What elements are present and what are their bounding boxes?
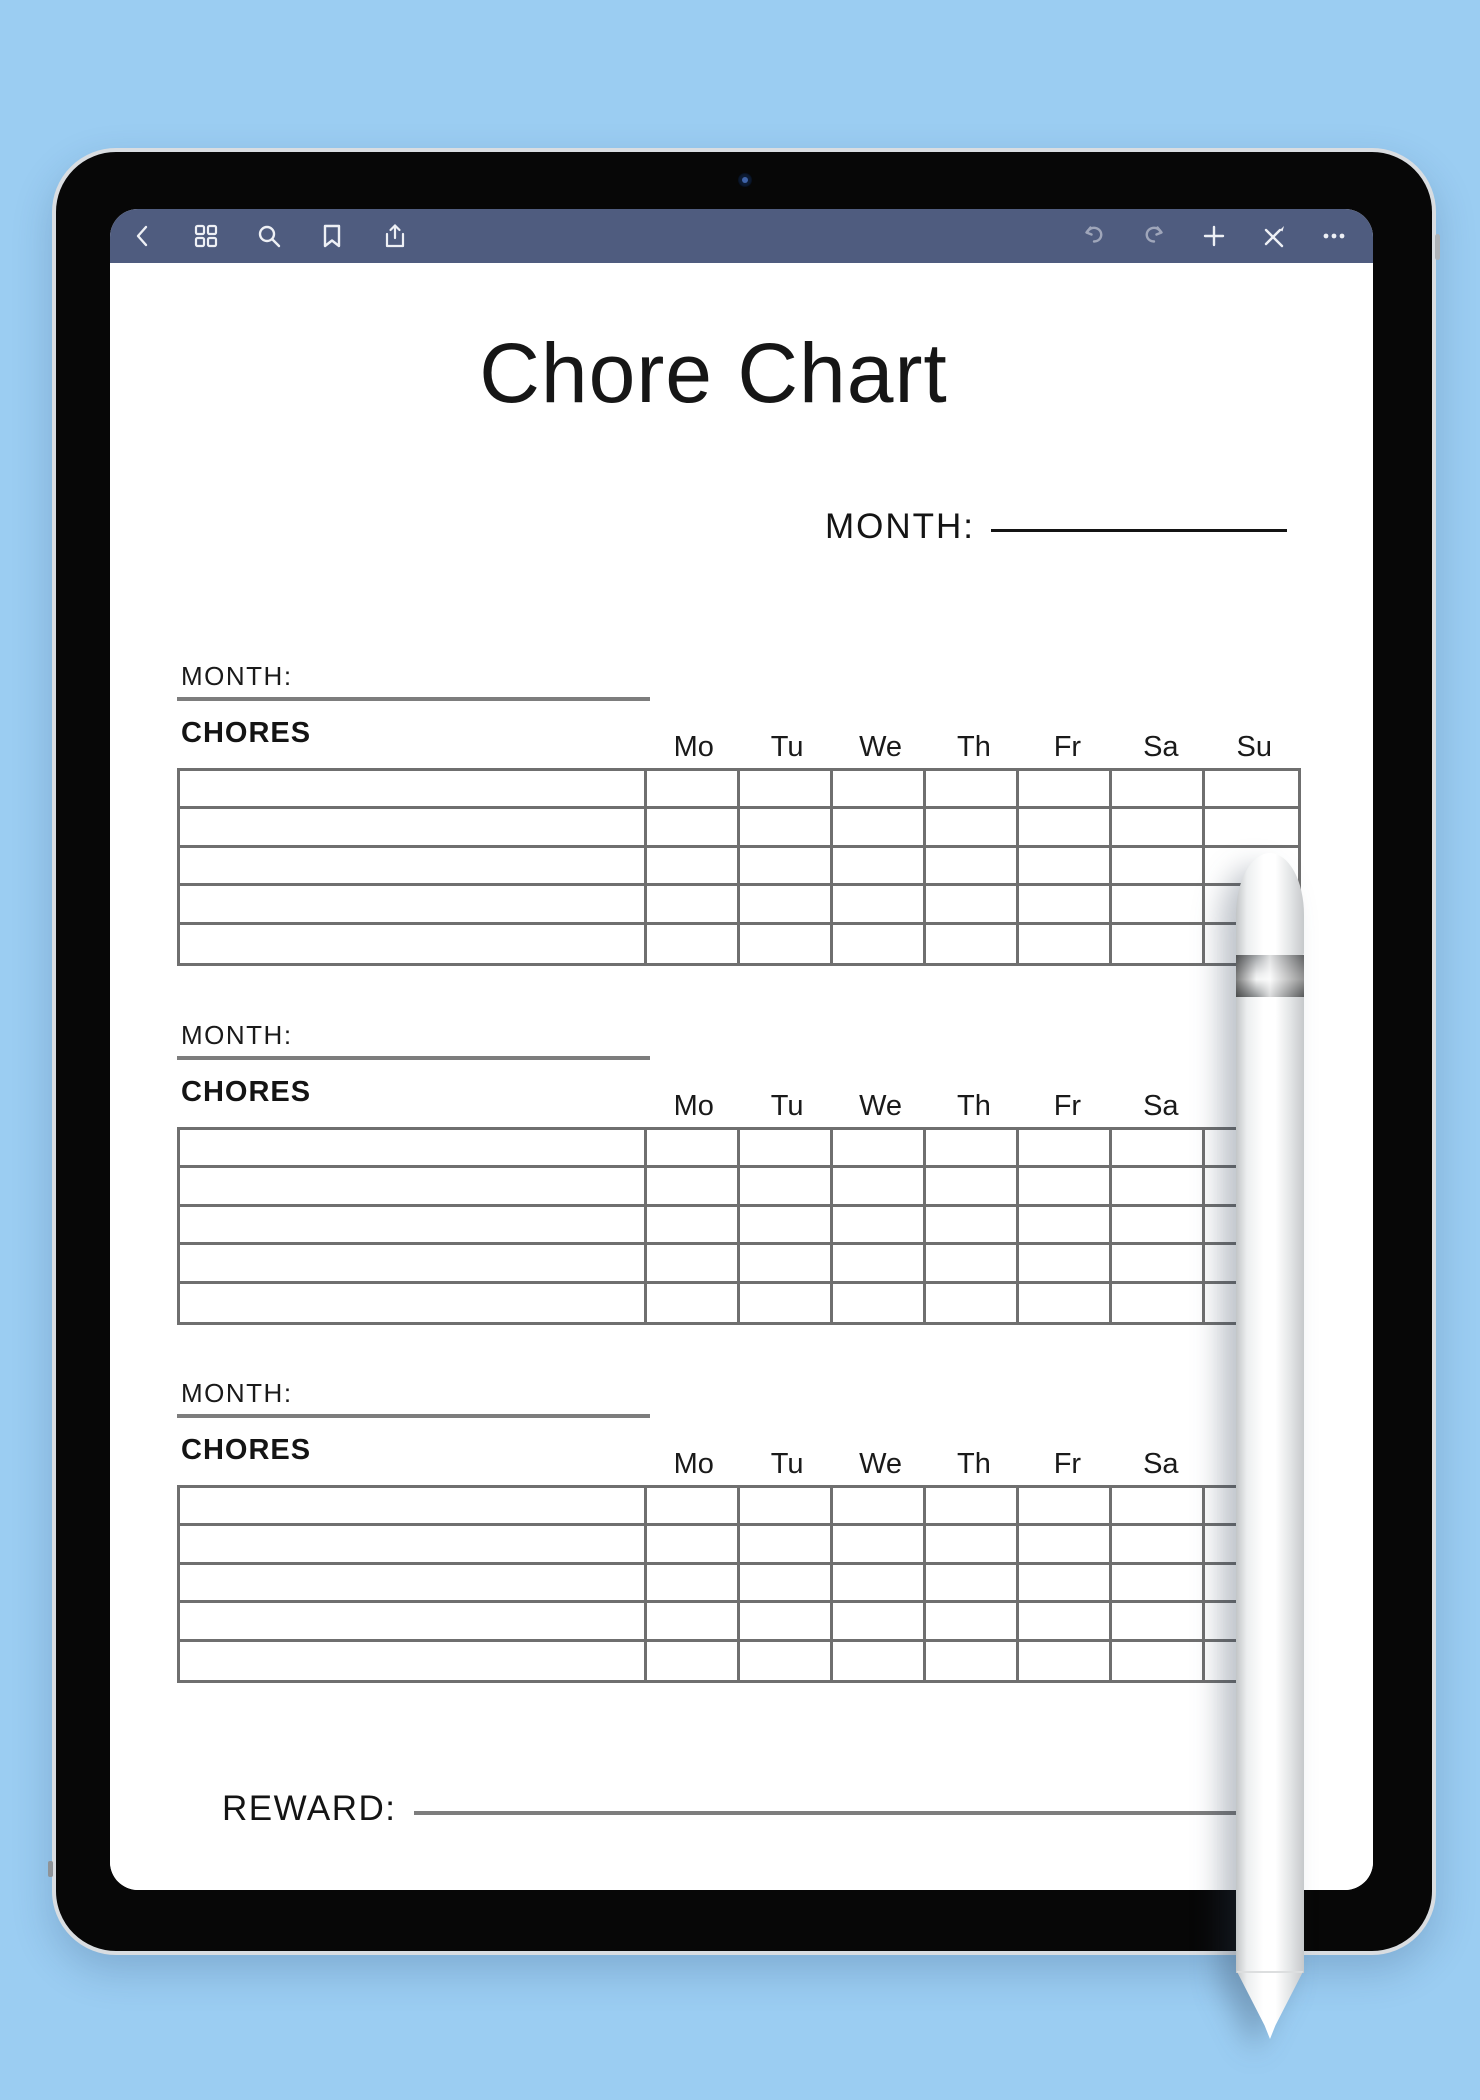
day-check-cell[interactable] xyxy=(647,771,740,809)
day-check-cell[interactable] xyxy=(740,1565,833,1603)
day-check-cell[interactable] xyxy=(1019,925,1112,963)
day-check-cell[interactable] xyxy=(647,1488,740,1526)
day-check-cell[interactable] xyxy=(1019,1168,1112,1206)
day-header: We xyxy=(859,1448,903,1480)
day-check-cell[interactable] xyxy=(926,1207,1019,1245)
day-header: Tu xyxy=(770,1448,804,1480)
chore-name-cell[interactable] xyxy=(180,1284,647,1322)
day-check-cell[interactable] xyxy=(926,1526,1019,1564)
toolbar-left-group xyxy=(110,223,408,249)
day-check-cell[interactable] xyxy=(833,1603,926,1641)
chore-name-cell[interactable] xyxy=(180,848,647,886)
page-title: Chore Chart xyxy=(479,326,948,420)
stylus-pencil xyxy=(1236,853,1304,2039)
day-check-cell[interactable] xyxy=(1019,1245,1112,1283)
chore-grid xyxy=(177,768,1301,966)
chore-name-cell[interactable] xyxy=(180,1565,647,1603)
day-check-cell[interactable] xyxy=(1019,1207,1112,1245)
day-check-cell[interactable] xyxy=(1112,1130,1205,1168)
chore-name-cell[interactable] xyxy=(180,1642,647,1680)
day-check-cell[interactable] xyxy=(1112,1245,1205,1283)
chore-name-cell[interactable] xyxy=(180,886,647,924)
day-check-cell[interactable] xyxy=(1112,1565,1205,1603)
day-header-row xyxy=(647,1448,1301,1480)
day-check-cell[interactable] xyxy=(1112,925,1205,963)
antenna-band xyxy=(48,1861,53,1877)
day-check-cell[interactable] xyxy=(1112,1168,1205,1206)
day-check-cell[interactable] xyxy=(833,1642,926,1680)
chore-name-cell[interactable] xyxy=(180,1130,647,1168)
day-check-cell[interactable] xyxy=(647,1565,740,1603)
day-check-cell[interactable] xyxy=(1019,1130,1112,1168)
day-header: Fr xyxy=(1053,1090,1082,1122)
day-check-cell[interactable] xyxy=(1019,1284,1112,1322)
app-screen xyxy=(110,209,1373,1890)
day-check-cell[interactable] xyxy=(647,848,740,886)
day-check-cell[interactable] xyxy=(740,1284,833,1322)
day-check-cell[interactable] xyxy=(647,925,740,963)
day-header: Th xyxy=(957,731,991,763)
day-check-cell[interactable] xyxy=(740,1168,833,1206)
day-check-cell[interactable] xyxy=(926,848,1019,886)
day-check-cell[interactable] xyxy=(740,886,833,924)
day-check-cell[interactable] xyxy=(1019,848,1112,886)
top-month-fill-line[interactable] xyxy=(991,529,1287,532)
day-header: Th xyxy=(957,1090,991,1122)
day-header: Mo xyxy=(673,1448,714,1480)
chore-name-cell[interactable] xyxy=(180,771,647,809)
chore-grid xyxy=(177,1485,1301,1683)
day-header: Su xyxy=(1236,731,1272,763)
day-check-cell[interactable] xyxy=(833,1207,926,1245)
pages-grid-icon[interactable] xyxy=(193,223,219,249)
section-month-fill-line[interactable] xyxy=(177,697,650,701)
day-check-cell[interactable] xyxy=(926,771,1019,809)
day-check-cell[interactable] xyxy=(1112,1642,1205,1680)
day-check-cell[interactable] xyxy=(926,1245,1019,1283)
chores-header: CHORES xyxy=(181,1076,312,1108)
day-header-row xyxy=(647,731,1301,763)
toolbar-right-group xyxy=(1081,223,1373,249)
day-check-cell[interactable] xyxy=(740,809,833,847)
day-check-cell[interactable] xyxy=(740,1245,833,1283)
day-check-cell[interactable] xyxy=(1019,1642,1112,1680)
day-check-cell[interactable] xyxy=(926,1168,1019,1206)
day-check-cell[interactable] xyxy=(833,848,926,886)
day-header: Sa xyxy=(1143,731,1179,763)
day-check-cell[interactable] xyxy=(647,1168,740,1206)
day-header: Sa xyxy=(1143,1090,1179,1122)
day-check-cell[interactable] xyxy=(647,1207,740,1245)
share-icon[interactable] xyxy=(382,223,408,249)
top-month-field xyxy=(825,507,1287,547)
pencil-tip xyxy=(1236,1971,1304,2039)
day-check-cell[interactable] xyxy=(647,1603,740,1641)
tablet-frame xyxy=(52,148,1436,1955)
day-check-cell[interactable] xyxy=(1019,886,1112,924)
top-month-label: MONTH: xyxy=(825,507,976,546)
day-check-cell[interactable] xyxy=(833,1168,926,1206)
day-check-cell[interactable] xyxy=(833,1488,926,1526)
search-icon[interactable] xyxy=(256,223,282,249)
chore-name-cell[interactable] xyxy=(180,809,647,847)
front-camera xyxy=(738,173,752,187)
day-header: Fr xyxy=(1053,1448,1082,1480)
section-month-label: MONTH: xyxy=(181,1020,293,1050)
day-check-cell[interactable] xyxy=(740,1526,833,1564)
day-check-cell[interactable] xyxy=(833,809,926,847)
day-check-cell[interactable] xyxy=(1205,809,1298,847)
pencil-body xyxy=(1236,997,1304,1973)
chore-name-cell[interactable] xyxy=(180,1526,647,1564)
day-check-cell[interactable] xyxy=(740,848,833,886)
chore-name-cell[interactable] xyxy=(180,1207,647,1245)
day-check-cell[interactable] xyxy=(1112,1284,1205,1322)
day-check-cell[interactable] xyxy=(833,1284,926,1322)
day-check-cell[interactable] xyxy=(740,771,833,809)
day-header-row xyxy=(647,1090,1301,1122)
day-check-cell[interactable] xyxy=(833,886,926,924)
day-check-cell[interactable] xyxy=(833,925,926,963)
day-check-cell[interactable] xyxy=(1112,848,1205,886)
day-check-cell[interactable] xyxy=(1019,1526,1112,1564)
pen-close-icon[interactable] xyxy=(1261,223,1287,249)
day-check-cell[interactable] xyxy=(1112,1488,1205,1526)
day-header: Sa xyxy=(1143,1448,1179,1480)
day-check-cell[interactable] xyxy=(833,1245,926,1283)
chore-section-3 xyxy=(177,1378,1301,1684)
day-header: Th xyxy=(957,1448,991,1480)
section-month-fill-line[interactable] xyxy=(177,1056,650,1060)
day-check-cell[interactable] xyxy=(833,1565,926,1603)
chore-name-cell[interactable] xyxy=(180,925,647,963)
pencil-cap xyxy=(1236,853,1304,957)
day-check-cell[interactable] xyxy=(740,1207,833,1245)
day-header: Fr xyxy=(1053,731,1082,763)
day-check-cell[interactable] xyxy=(740,925,833,963)
chore-name-cell[interactable] xyxy=(180,1245,647,1283)
chore-name-cell[interactable] xyxy=(180,1603,647,1641)
day-check-cell[interactable] xyxy=(926,1642,1019,1680)
chore-name-cell[interactable] xyxy=(180,1488,647,1526)
day-check-cell[interactable] xyxy=(1112,1207,1205,1245)
day-check-cell[interactable] xyxy=(1205,771,1298,809)
app-toolbar xyxy=(110,209,1373,263)
day-check-cell[interactable] xyxy=(1112,771,1205,809)
day-header: We xyxy=(859,1090,903,1122)
day-check-cell[interactable] xyxy=(833,1526,926,1564)
back-icon[interactable] xyxy=(130,223,156,249)
day-check-cell[interactable] xyxy=(926,1565,1019,1603)
day-check-cell[interactable] xyxy=(926,1488,1019,1526)
day-check-cell[interactable] xyxy=(647,886,740,924)
chore-section-1 xyxy=(177,661,1301,967)
bookmark-icon[interactable] xyxy=(319,223,345,249)
day-check-cell[interactable] xyxy=(740,1603,833,1641)
pencil-silver-ring xyxy=(1236,955,1304,997)
reward-fill-line[interactable] xyxy=(414,1811,1250,1815)
day-check-cell[interactable] xyxy=(833,771,926,809)
chore-section-2 xyxy=(177,1020,1301,1326)
day-check-cell[interactable] xyxy=(647,809,740,847)
day-check-cell[interactable] xyxy=(647,1284,740,1322)
chores-header: CHORES xyxy=(181,717,312,749)
day-check-cell[interactable] xyxy=(926,1603,1019,1641)
day-check-cell[interactable] xyxy=(926,809,1019,847)
day-check-cell[interactable] xyxy=(926,1284,1019,1322)
day-check-cell[interactable] xyxy=(1019,1565,1112,1603)
chore-grid xyxy=(177,1127,1301,1325)
day-check-cell[interactable] xyxy=(740,1130,833,1168)
reward-field xyxy=(222,1789,1250,1829)
day-check-cell[interactable] xyxy=(926,886,1019,924)
day-check-cell[interactable] xyxy=(647,1130,740,1168)
day-header: Tu xyxy=(770,1090,804,1122)
day-check-cell[interactable] xyxy=(1112,1526,1205,1564)
day-check-cell[interactable] xyxy=(1112,1603,1205,1641)
more-icon[interactable] xyxy=(1321,223,1347,249)
day-check-cell[interactable] xyxy=(1019,809,1112,847)
day-check-cell[interactable] xyxy=(1112,886,1205,924)
day-header: We xyxy=(859,731,903,763)
section-month-label: MONTH: xyxy=(181,1378,293,1408)
day-header: Mo xyxy=(673,1090,714,1122)
day-check-cell[interactable] xyxy=(740,1488,833,1526)
day-header: Mo xyxy=(673,731,714,763)
day-check-cell[interactable] xyxy=(833,1130,926,1168)
side-button xyxy=(1435,234,1440,260)
day-check-cell[interactable] xyxy=(1112,809,1205,847)
chore-chart-page xyxy=(110,263,1373,1890)
reward-label: REWARD: xyxy=(222,1789,397,1828)
day-check-cell[interactable] xyxy=(740,1642,833,1680)
day-check-cell[interactable] xyxy=(1019,1488,1112,1526)
day-check-cell[interactable] xyxy=(647,1526,740,1564)
add-icon[interactable] xyxy=(1201,223,1227,249)
day-check-cell[interactable] xyxy=(647,1642,740,1680)
section-month-fill-line[interactable] xyxy=(177,1414,650,1418)
day-check-cell[interactable] xyxy=(1019,771,1112,809)
redo-icon[interactable] xyxy=(1141,223,1167,249)
section-month-label: MONTH: xyxy=(181,661,293,691)
day-header: Tu xyxy=(770,731,804,763)
day-check-cell[interactable] xyxy=(1019,1603,1112,1641)
day-check-cell[interactable] xyxy=(926,1130,1019,1168)
undo-icon[interactable] xyxy=(1081,223,1107,249)
chores-header: CHORES xyxy=(181,1434,312,1466)
day-check-cell[interactable] xyxy=(647,1245,740,1283)
chore-name-cell[interactable] xyxy=(180,1168,647,1206)
day-check-cell[interactable] xyxy=(926,925,1019,963)
